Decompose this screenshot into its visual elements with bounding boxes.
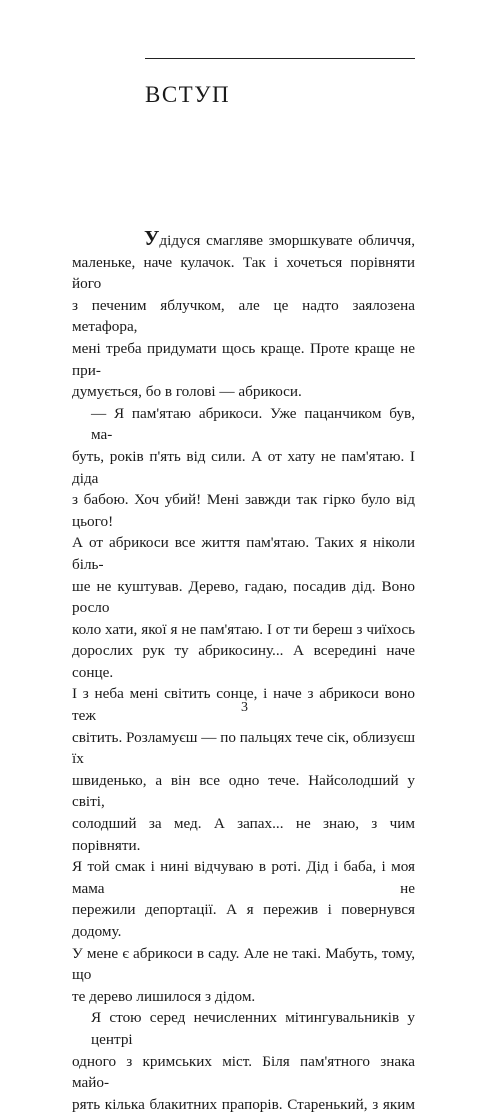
text-line: мені треба придумати щось краще. Проте краще не при- bbox=[72, 339, 415, 379]
text-line: — Я пам'ятаю абрикоси. Уже пацанчиком був, ма- bbox=[91, 404, 415, 444]
text-line-content: дідуся смагляве зморшкувате обличчя, bbox=[159, 232, 415, 249]
drop-cap: У bbox=[144, 226, 160, 250]
text-line: швиденько, а він все одно тече. Найсолодший у світі, bbox=[72, 771, 415, 811]
chapter-top-rule bbox=[145, 58, 415, 59]
body-text bbox=[72, 226, 416, 1115]
chapter-title: ВСТУП bbox=[145, 82, 231, 107]
text-line: коло хати, якої я не пам'ятаю. І от ти береш з чиїхось bbox=[72, 620, 415, 638]
text-line: Я стою серед нечисленних мітингувальників у центрі bbox=[91, 1009, 415, 1048]
text-line: Я той смак і нині відчуваю в роті. Дід і баба, і моя мама не bbox=[72, 858, 415, 897]
page-number: 3 bbox=[241, 700, 248, 715]
text-line: з печеним яблучком, але це надто заялозена метафора, bbox=[72, 296, 415, 336]
text-line: рять кілька блакитних прапорів. Старенький, з яким bbox=[72, 1095, 415, 1113]
text-line: маленьке, наче кулачок. Так і хочеться порівняти його bbox=[72, 253, 415, 293]
text-line: І з неба мені світить сонце, і наче з абрикоси воно теж bbox=[72, 685, 415, 725]
text-line bbox=[72, 226, 415, 252]
text-line: те дерево лишилося з дідом. bbox=[72, 987, 256, 1005]
text-line: світить. Розламуєш — по пальцях тече сік, облизуєш їх bbox=[72, 728, 416, 768]
text-line: пережили депортації. А я пережив і повернувся додому. bbox=[72, 901, 415, 940]
text-line: А от абрикоси все життя пам'ятаю. Таких я ніколи біль- bbox=[72, 534, 415, 573]
text-line: солодший за мед. А запах... не знаю, з чим порівняти. bbox=[72, 815, 415, 854]
text-line: буть, років п'ять від сили. А от хату не пам'ятаю. І діда bbox=[72, 447, 415, 487]
text-line: У мене є абрикоси в саду. Але не такі. Мабуть, тому, що bbox=[72, 944, 415, 984]
text-line: одного з кримських міст. Біля пам'ятного знака майо- bbox=[72, 1052, 415, 1092]
text-line: дорослих рук ту абрикосину... А всередині наче сонце. bbox=[72, 642, 415, 681]
text-line: ше не куштував. Дерево, гадаю, посадив дід. Воно росло bbox=[72, 577, 415, 617]
text-line: думується, бо в голові — абрикоси. bbox=[72, 383, 302, 401]
text-line: з бабою. Хоч убий! Мені завжди так гірко було від цього! bbox=[72, 491, 415, 530]
